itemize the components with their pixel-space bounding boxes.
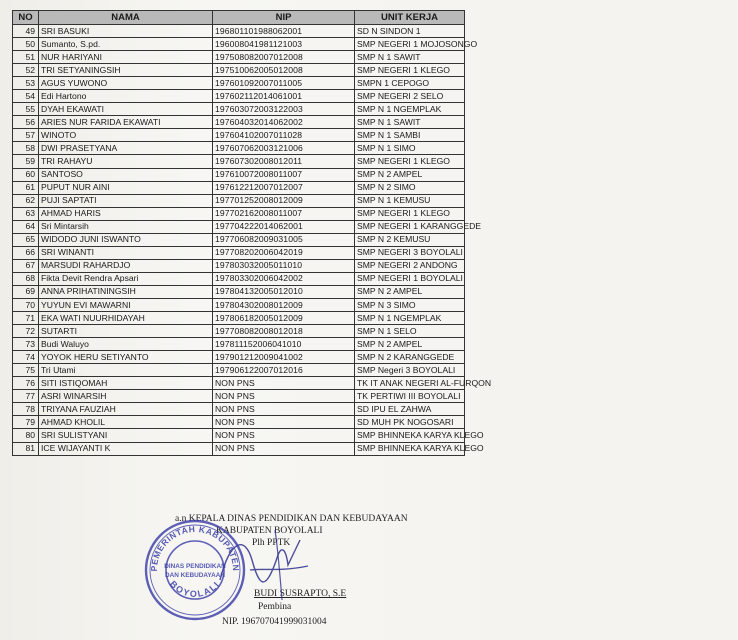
- stamp-bottom-text: BOYOLALI: [167, 578, 223, 599]
- cell-unit-kerja: SMP N 2 AMPEL: [355, 338, 465, 351]
- cell-no: 52: [13, 64, 39, 77]
- cell-nip: NON PNS: [213, 442, 355, 455]
- table-row: [13, 207, 465, 220]
- cell-no: 60: [13, 168, 39, 181]
- cell-unit-kerja: SMP NEGERI 1 BOYOLALI: [355, 272, 465, 285]
- cell-nama: Fikta Devit Rendra Apsari: [39, 272, 213, 285]
- cell-unit-kerja: SMPN 1 CEPOGO: [355, 77, 465, 90]
- table-row: [13, 285, 465, 298]
- cell-no: 57: [13, 129, 39, 142]
- table-row: [13, 272, 465, 285]
- stamp-center-line1: DINAS PENDIDIKAN: [164, 563, 226, 570]
- cell-unit-kerja: TK PERTIWI III BOYOLALI: [355, 390, 465, 403]
- cell-nama: Sumanto, S.pd.: [39, 38, 213, 51]
- cell-nip: 197906122007012016: [213, 364, 355, 377]
- cell-unit-kerja: SMP NEGERI 2 SELO: [355, 90, 465, 103]
- cell-unit-kerja: SMP N 1 NGEMPLAK: [355, 312, 465, 325]
- table-row: [13, 194, 465, 207]
- cell-nama: PUJI SAPTATI: [39, 194, 213, 207]
- cell-no: 74: [13, 351, 39, 364]
- cell-nip: 197612212007012007: [213, 181, 355, 194]
- cell-unit-kerja: SMP NEGERI 1 KLEGO: [355, 207, 465, 220]
- cell-no: 80: [13, 429, 39, 442]
- table-row: [13, 51, 465, 64]
- cell-no: 54: [13, 90, 39, 103]
- cell-nama: DWI PRASETYANA: [39, 142, 213, 155]
- table-row: [13, 220, 465, 233]
- cell-unit-kerja: SMP NEGERI 1 KLEGO: [355, 155, 465, 168]
- table-row: [13, 351, 465, 364]
- table-row: [13, 416, 465, 429]
- stamp-center-line2: DAN KEBUDAYAAN: [165, 572, 225, 579]
- table-row: [13, 325, 465, 338]
- header-no: NO: [13, 11, 39, 25]
- table-row: [13, 155, 465, 168]
- cell-nama: TRIYANA FAUZIAH: [39, 403, 213, 416]
- table-row: [13, 364, 465, 377]
- cell-nip: 197604032014062002: [213, 116, 355, 129]
- cell-no: 79: [13, 416, 39, 429]
- cell-nip: 197811152006041010: [213, 338, 355, 351]
- cell-nama: AGUS YUWONO: [39, 77, 213, 90]
- cell-no: 64: [13, 220, 39, 233]
- cell-unit-kerja: SMP N 1 KEMUSU: [355, 194, 465, 207]
- cell-no: 71: [13, 312, 39, 325]
- cell-nama: SANTOSO: [39, 168, 213, 181]
- cell-nama: EKA WATI NUURHIDAYAH: [39, 312, 213, 325]
- cell-nip: 197708202006042019: [213, 246, 355, 259]
- cell-nip: 197510062005012008: [213, 64, 355, 77]
- cell-unit-kerja: SMP Negeri 3 BOYOLALI: [355, 364, 465, 377]
- cell-no: 73: [13, 338, 39, 351]
- cell-unit-kerja: SMP N 1 SAWIT: [355, 51, 465, 64]
- cell-nama: YUYUN EVI MAWARNI: [39, 298, 213, 311]
- cell-unit-kerja: SMP N 1 SELO: [355, 325, 465, 338]
- cell-unit-kerja: SD MUH PK NOGOSARI: [355, 416, 465, 429]
- cell-nip: 197610072008011007: [213, 168, 355, 181]
- cell-nip: 196008041981121003: [213, 38, 355, 51]
- cell-unit-kerja: SMP N 2 KEMUSU: [355, 233, 465, 246]
- table-row: [13, 246, 465, 259]
- cell-unit-kerja: SMP N 3 SIMO: [355, 298, 465, 311]
- cell-nama: MARSUDI RAHARDJO: [39, 259, 213, 272]
- cell-nama: Sri Mintarsih: [39, 220, 213, 233]
- signatory-name: BUDI SUSRAPTO, S.E: [254, 589, 347, 599]
- cell-nama: ANNA PRIHATININGSIH: [39, 285, 213, 298]
- cell-nama: PUPUT NUR AINI: [39, 181, 213, 194]
- cell-no: 69: [13, 285, 39, 298]
- cell-nama: WINOTO: [39, 129, 213, 142]
- cell-nip: 197702162008011007: [213, 207, 355, 220]
- cell-no: 65: [13, 233, 39, 246]
- signatory-rank: Pembina: [258, 602, 292, 612]
- signature-line-role: Plh PPTK: [252, 538, 291, 548]
- cell-nip: 197901212009041002: [213, 351, 355, 364]
- cell-nama: SRI WINANTI: [39, 246, 213, 259]
- signature-line-title: a.n KEPALA DINAS PENDIDIKAN DAN KEBUDAYAAN: [175, 514, 408, 524]
- table-row: [13, 168, 465, 181]
- cell-nama: SUTARTI: [39, 325, 213, 338]
- cell-nama: ARIES NUR FARIDA EKAWATI: [39, 116, 213, 129]
- cell-nama: SITI ISTIQOMAH: [39, 377, 213, 390]
- cell-unit-kerja: SMP N 1 SAMBI: [355, 129, 465, 142]
- stamp-top-text: PEMERINTAH KABUPATEN: [148, 523, 242, 572]
- cell-nip: NON PNS: [213, 429, 355, 442]
- cell-unit-kerja: SMP BHINNEKA KARYA KLEGO: [355, 442, 465, 455]
- cell-nama: AHMAD KHOLIL: [39, 416, 213, 429]
- cell-no: 53: [13, 77, 39, 90]
- table-row: [13, 233, 465, 246]
- cell-nama: AHMAD HARIS: [39, 207, 213, 220]
- cell-nip: NON PNS: [213, 416, 355, 429]
- cell-nip: 197701252008012009: [213, 194, 355, 207]
- cell-nip: 197804302008012009: [213, 298, 355, 311]
- cell-nip: NON PNS: [213, 403, 355, 416]
- cell-nama: SRI SULISTYANI: [39, 429, 213, 442]
- table-row: [13, 377, 465, 390]
- cell-nama: Budi Waluyo: [39, 338, 213, 351]
- cell-nip: 197604102007011028: [213, 129, 355, 142]
- cell-nama: SRI BASUKI: [39, 25, 213, 38]
- cell-nip: 197603072003122003: [213, 103, 355, 116]
- cell-unit-kerja: SMP NEGERI 2 ANDONG: [355, 259, 465, 272]
- svg-text:BOYOLALI: [168, 579, 222, 599]
- cell-unit-kerja: SD N SINDON 1: [355, 25, 465, 38]
- cell-nip: 197704222014062001: [213, 220, 355, 233]
- cell-nip: 197803032005011010: [213, 259, 355, 272]
- cell-nip: 197601092007011005: [213, 77, 355, 90]
- cell-nama: ICE WIJAYANTI K: [39, 442, 213, 455]
- table-row: [13, 142, 465, 155]
- cell-unit-kerja: SMP NEGERI 3 BOYOLALI: [355, 246, 465, 259]
- cell-no: 51: [13, 51, 39, 64]
- cell-no: 75: [13, 364, 39, 377]
- cell-nama: ASRI WINARSIH: [39, 390, 213, 403]
- table-row: [13, 181, 465, 194]
- table-row: [13, 116, 465, 129]
- cell-no: 81: [13, 442, 39, 455]
- cell-unit-kerja: TK IT ANAK NEGERI AL-FURQON: [355, 377, 465, 390]
- cell-unit-kerja: SMP N 2 AMPEL: [355, 285, 465, 298]
- table-row: [13, 259, 465, 272]
- cell-nip: 197607302008012011: [213, 155, 355, 168]
- cell-no: 56: [13, 116, 39, 129]
- table-row: [13, 442, 465, 455]
- cell-nip: 197607062003121006: [213, 142, 355, 155]
- cell-no: 61: [13, 181, 39, 194]
- cell-nama: DYAH EKAWATI: [39, 103, 213, 116]
- cell-unit-kerja: SMP NEGERI 1 KLEGO: [355, 64, 465, 77]
- cell-nip: 197708082008012018: [213, 325, 355, 338]
- cell-no: 76: [13, 377, 39, 390]
- header-nip: NIP: [213, 11, 355, 25]
- cell-no: 50: [13, 38, 39, 51]
- cell-nip: 197706082009031005: [213, 233, 355, 246]
- cell-no: 63: [13, 207, 39, 220]
- signatory-nip: NIP. 196707041999031004: [222, 617, 327, 627]
- table-row: [13, 429, 465, 442]
- table-row: [13, 38, 465, 51]
- cell-no: 55: [13, 103, 39, 116]
- cell-nama: NUR HARIYANI: [39, 51, 213, 64]
- cell-unit-kerja: SMP N 1 SAWIT: [355, 116, 465, 129]
- cell-nama: Tri Utami: [39, 364, 213, 377]
- table-row: [13, 64, 465, 77]
- cell-no: 49: [13, 25, 39, 38]
- cell-nama: YOYOK HERU SETIYANTO: [39, 351, 213, 364]
- cell-nama: TRI RAHAYU: [39, 155, 213, 168]
- cell-nama: Edi Hartono: [39, 90, 213, 103]
- table-row: [13, 90, 465, 103]
- table-row: [13, 77, 465, 90]
- cell-no: 70: [13, 298, 39, 311]
- cell-unit-kerja: SMP N 1 SIMO: [355, 142, 465, 155]
- cell-nip: NON PNS: [213, 377, 355, 390]
- cell-unit-kerja: SMP N 2 KARANGGEDE: [355, 351, 465, 364]
- cell-unit-kerja: SMP N 2 AMPEL: [355, 168, 465, 181]
- signature-line-region: KABUPATEN BOYOLALI: [216, 526, 323, 536]
- cell-unit-kerja: SMP NEGERI 1 KARANGGEDE: [355, 220, 465, 233]
- table-row: [13, 312, 465, 325]
- cell-nip: 197804132005012010: [213, 285, 355, 298]
- header-unit-kerja: UNIT KERJA: [355, 11, 465, 25]
- cell-nip: 197508082007012008: [213, 51, 355, 64]
- cell-no: 72: [13, 325, 39, 338]
- table-row: [13, 103, 465, 116]
- cell-nip: 197602112014061001: [213, 90, 355, 103]
- cell-nip: 197806182005012009: [213, 312, 355, 325]
- table-row: [13, 129, 465, 142]
- cell-no: 66: [13, 246, 39, 259]
- official-stamp: [143, 518, 247, 622]
- staff-table: [12, 10, 492, 456]
- cell-unit-kerja: SMP N 1 NGEMPLAK: [355, 103, 465, 116]
- cell-unit-kerja: SD IPU EL ZAHWA: [355, 403, 465, 416]
- table-body: [13, 25, 492, 456]
- cell-nip: 197803302006042002: [213, 272, 355, 285]
- table-row: [13, 298, 465, 311]
- cell-no: 62: [13, 194, 39, 207]
- table-row: [13, 390, 465, 403]
- table-row: [13, 403, 465, 416]
- cell-unit-kerja: SMP NEGERI 1 MOJOSONGO: [355, 38, 465, 51]
- cell-nama: TRI SETYANINGSIH: [39, 64, 213, 77]
- cell-no: 68: [13, 272, 39, 285]
- cell-nip: NON PNS: [213, 390, 355, 403]
- cell-unit-kerja: SMP N 2 SIMO: [355, 181, 465, 194]
- cell-no: 78: [13, 403, 39, 416]
- table-row: [13, 25, 465, 38]
- cell-no: 77: [13, 390, 39, 403]
- cell-unit-kerja: SMP BHINNEKA KARYA KLEGO: [355, 429, 465, 442]
- table-header-row: [13, 11, 465, 25]
- table-row: [13, 338, 465, 351]
- cell-no: 58: [13, 142, 39, 155]
- header-nama: NAMA: [39, 11, 213, 25]
- cell-nama: WIDODO JUNI ISWANTO: [39, 233, 213, 246]
- cell-nip: 196801101988062001: [213, 25, 355, 38]
- cell-no: 59: [13, 155, 39, 168]
- cell-no: 67: [13, 259, 39, 272]
